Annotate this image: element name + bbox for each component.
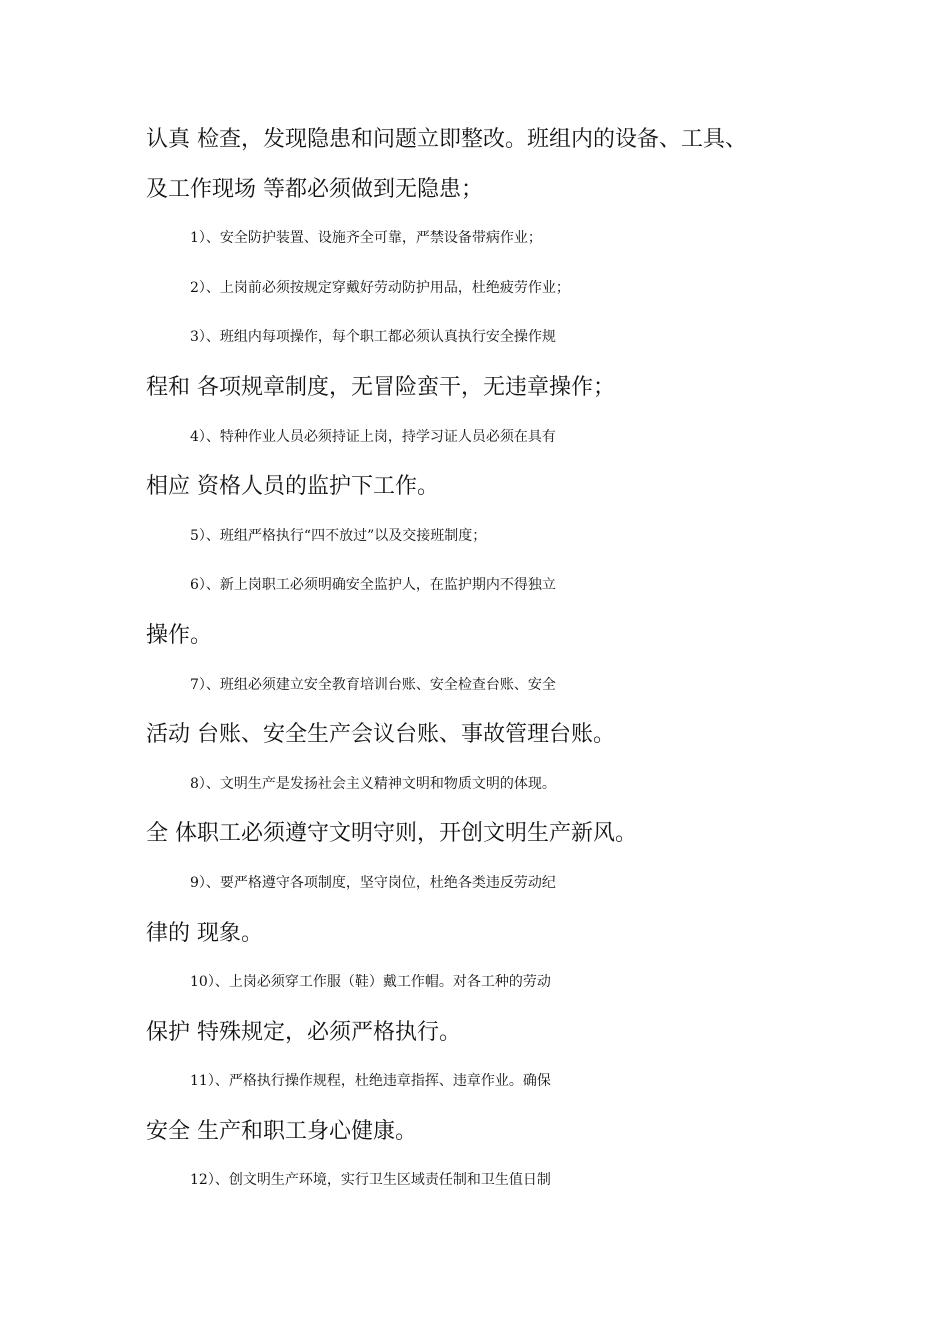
document-body: [146, 115, 810, 1206]
text-line: 4）、特种作业人员必须持证上岗，持学习证人员必须在具有: [190, 428, 556, 445]
text-line: 相应 资格人员的监护下工作。: [146, 474, 439, 500]
text-line: 及工作现场 等都必须做到无隐患；: [146, 176, 483, 202]
text-line: 活动 台账、安全生产会议台账、事故管理台账。: [146, 722, 615, 748]
text-line: 10）、上岗必须穿工作服（鞋）戴工作帽。对各工种的劳动: [190, 974, 551, 991]
text-line: 操作。: [146, 622, 213, 648]
text-line: 安全 生产和职工身心健康。: [146, 1118, 417, 1144]
text-line: 12）、创文明生产环境，实行卫生区域责任制和卫生值日制: [190, 1172, 551, 1189]
text-line: 6）、新上岗职工必须明确安全监护人，在监护期内不得独立: [190, 577, 556, 594]
text-line: 9）、要严格遵守各项制度，坚守岗位，杜绝各类违反劳动纪: [190, 874, 556, 891]
text-line: 1）、安全防护装置、设施齐全可靠，严禁设备带病作业；: [190, 230, 542, 247]
text-line: 全 体职工必须遵守文明守则，开创文明生产新风。: [146, 821, 637, 847]
text-line: 3）、班组内每项操作，每个职工都必须认真执行安全操作规: [190, 329, 556, 346]
text-line: 7）、班组必须建立安全教育培训台账、安全检查台账、安全: [190, 676, 556, 693]
text-line: 8）、文明生产是发扬社会主义精神文明和物质文明的体现。: [190, 775, 556, 792]
text-line: 11）、严格执行操作规程，杜绝违章指挥、违章作业。确保: [190, 1073, 551, 1090]
text-line: 5）、班组严格执行“四不放过”以及交接班制度；: [190, 527, 487, 544]
text-line: 2）、上岗前必须按规定穿戴好劳动防护用品，杜绝疲劳作业；: [190, 279, 570, 296]
text-line: 律的 现象。: [146, 920, 263, 946]
text-line: 认真 检查，发现隐患和问题立即整改。班组内的设备、工具、: [146, 127, 747, 152]
text-line: 保护 特殊规定，必须严格执行。: [146, 1019, 461, 1045]
text-line: 程和 各项规章制度，无冒险蛮干，无违章操作；: [146, 374, 615, 400]
